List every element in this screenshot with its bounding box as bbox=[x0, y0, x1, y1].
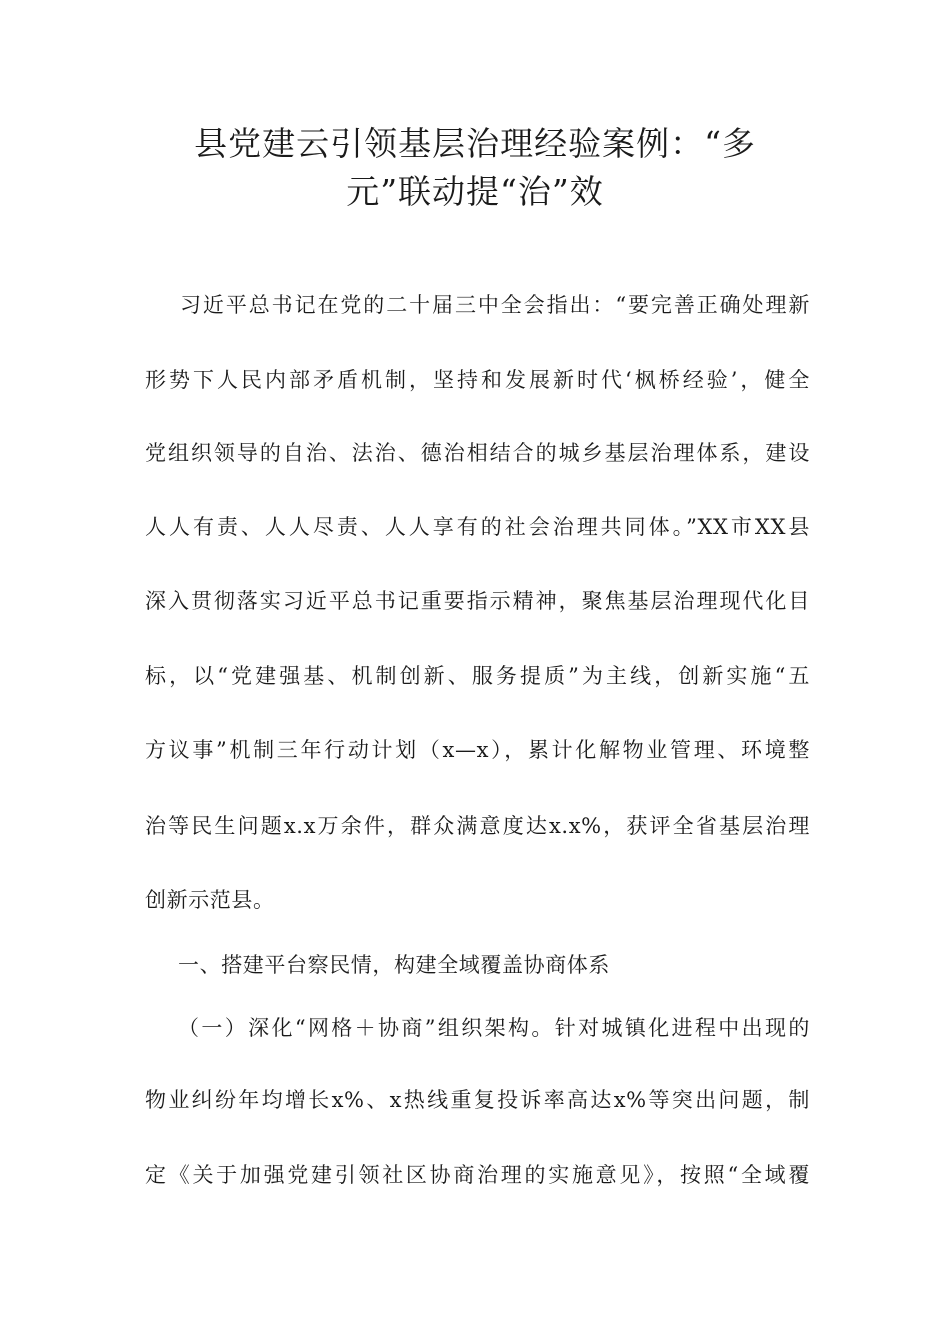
paragraph-1-line: 人人有责、人人尽责、人人享有的社会治理共同体。”XX市XX县 bbox=[145, 515, 810, 539]
paragraph-1-line: 方议事”机制三年行动计划（x—x），累计化解物业管理、环境整 bbox=[145, 738, 810, 762]
paragraph-1-line: 习近平总书记在党的二十届三中全会指出：“要完善正确处理新 bbox=[180, 293, 810, 317]
paragraph-1-line: 创新示范县。 bbox=[145, 888, 275, 912]
paragraph-1-line: 治等民生问题x.x万余件，群众满意度达x.x%，获评全省基层治理 bbox=[145, 814, 810, 838]
paragraph-1-line: 形势下人民内部矛盾机制，坚持和发展新时代‘枫桥经验’，健全 bbox=[145, 368, 810, 392]
paragraph-1-line: 党组织领导的自治、法治、德治相结合的城乡基层治理体系，建设 bbox=[145, 441, 810, 465]
section-heading: 一、搭建平台察民情，构建全域覆盖协商体系 bbox=[178, 953, 610, 977]
paragraph-2-line: 定《关于加强党建引领社区协商治理的实施意见》，按照“全域覆 bbox=[145, 1163, 810, 1187]
document-title-line-2: 元”联动提“治”效 bbox=[346, 172, 604, 211]
paragraph-2-line: （一）深化“网格＋协商”组织架构。针对城镇化进程中出现的 bbox=[178, 1016, 810, 1040]
paragraph-2-line: 物业纠纷年均增长x%、x热线重复投诉率高达x%等突出问题，制 bbox=[145, 1088, 810, 1112]
paragraph-1-line: 标，以“党建强基、机制创新、服务提质”为主线，创新实施“五 bbox=[145, 664, 810, 688]
paragraph-1-line: 深入贯彻落实习近平总书记重要指示精神，聚焦基层治理现代化目 bbox=[145, 589, 810, 613]
document-title-line-1: 县党建云引领基层治理经验案例：“多 bbox=[194, 124, 756, 163]
